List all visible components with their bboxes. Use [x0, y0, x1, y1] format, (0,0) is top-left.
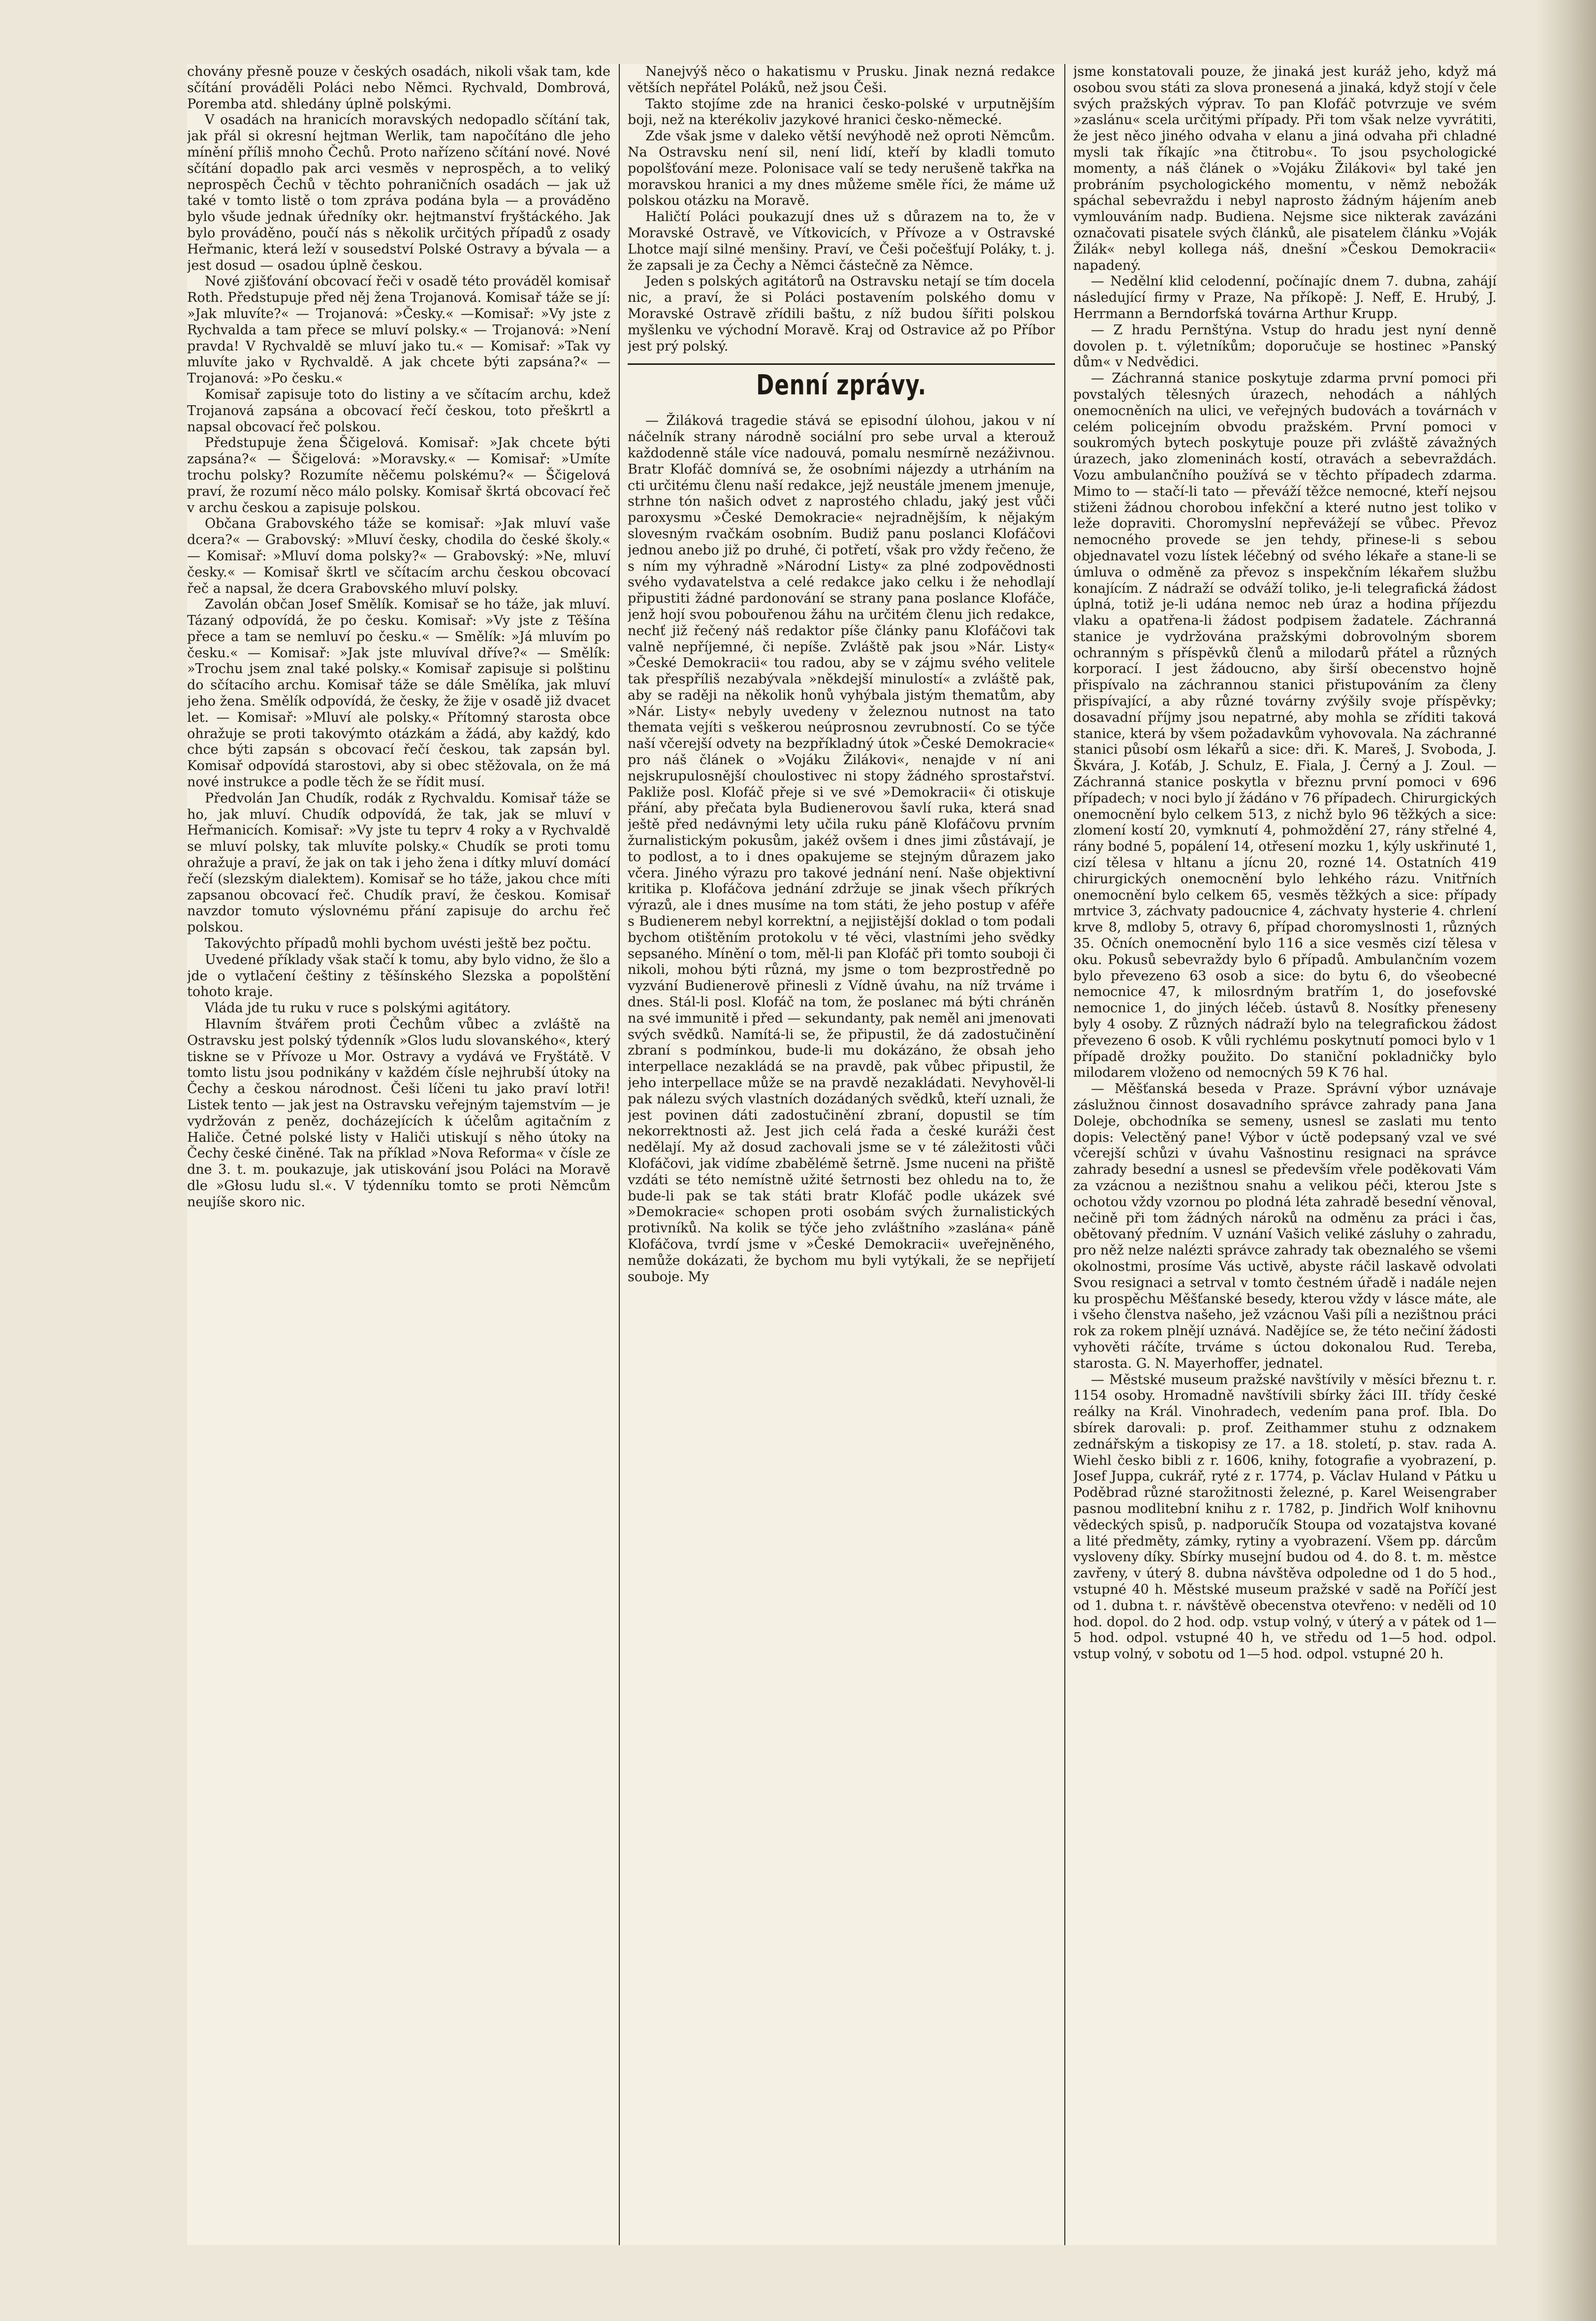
paragraph: Občana Grabovského táže se komisař: »Jak mluví vaše dcera?« — Grabovský: »Mluví česky, chodila do české školy.« — Komisař: »Mluví doma polsky?« — Grabovský: »Ne, mluví česky.« — Komisař škrtl ve sčítacím archu českou obcovací řeč a napsal, že dcera Grabovského mluví polsky.	[187, 516, 610, 596]
paragraph: Komisař zapisuje toto do listiny a ve sčítacím archu, kdež Trojanová zapsána a obcovací řečí českou, toto přeškrtl a napsal obcovací řeč polskou.	[187, 387, 610, 435]
paragraph: Předvolán Jan Chudík, rodák z Rychvaldu. Komisař táže se ho, jak mluví. Chudík odpovídá, že tak, jak se mluví v Heřmanicích. Komisař: »Vy jste tu teprv 4 roky a v Rychvaldě se mluví polsky, tak mluvíte polsky.« Chudík se proti tomu ohražuje a praví, že jak on tak i jeho žena i dítky mluví domácí řečí (slezským dialektem). Komisař se ho táže, jakou chce míti zapsanou obcovací řeč. Chudík praví, že českou. Komisař navzdor tomuto výslovnému přání zapisuje do archu řeč polskou.	[187, 790, 610, 935]
column-1	[187, 64, 610, 2245]
page-binding-edge	[1537, 0, 1596, 2321]
paragraph: Předstupuje žena Ščigelová. Komisař: »Jak chcete býti zapsána?« — Ščigelová: »Moravsky.« — Komisař: »Umíte trochu polsky? Rozumíte něčemu polskému?« — Ščigelová praví, že rozumí něco málo polsky. Komisař škrtá obcovací řeč v archu českou a zapisuje polskou.	[187, 435, 610, 516]
paragraph: — Měšťanská beseda v Praze. Správní výbor uznávaje záslužnou činnost dosavadního správce zahrady pana Jana Doleje, obchodníka se semeny, usnesl se zaslati mu tento dopis: Velectěný pane! Výbor v úctě podepsaný vzal ve své včerejší schůzi v úvahu Vašnostinu resignaci na správce zahrady besední a usnesl se především vřele poděkovati Vám za vzácnou a nezištnou snahu a velikou péči, kterou Jste s ochotou vždy vzornou po plodná léta zahradě besední věnoval, nečině při tom žádných nároků na odměnu za práci i čas, obětovaný předním. V uznání Vašich veliké zásluhy o zahradu, pro něž nelze nalézti správce zahrady tak obeznalého se všemi okolnostmi, prosíme Vás uctivě, abyste ráčil laskavě odvolati Svou resignaci a setrval v tomto čestném úřadě i nadále nejen ku prospěchu Měšťanské besedy, kterou vždy v lásce máte, ale i všeho členstva našeho, jež vzácnou Vaši píli a nezištnou práci rok za rokem plnějí uznává. Nadějíce se, že této nečiní žádosti vyhověti ráčíte, trváme s úctou dokonalou Rud. Tereba, starosta. G. N. Mayerhoffer, jednatel.	[1073, 1081, 1497, 1371]
paragraph: — Nedělní klid celodenní, počínajíc dnem 7. dubna, zahájí následující firmy v Praze, Na příkopě: J. Neff, E. Hrubý, J. Herrmann a Berndorfská továrna Arthur Krupp.	[1073, 274, 1497, 322]
paragraph: Takto stojíme zde na hranici česko-polské v urputnějším boji, než na kterékoliv jazykové hranici česko-německé.	[628, 96, 1055, 128]
paragraph: — Městské museum pražské navštívily v měsíci březnu t. r. 1154 osoby. Hromadně navštívili sbírky žáci III. třídy české reálky na Král. Vinohradech, vedením pana prof. Ibla. Do sbírek darovali: p. prof. Zeithammer stuhu z odznakem zednářským a tiskopisy ze 17. a 18. století, p. stav. rada A. Wiehl česko bibli z r. 1606, knihy, fotografie a vyobrazení, p. Josef Juppa, cukrář, ryté z r. 1774, p. Václav Huland v Pátku u Poděbrad různé starožitnosti železné, p. Karel Weisengraber pasnou modlitební knihu z r. 1782, p. Jindřich Wolf knihovnu vědeckých spisů, p. nadporučík Stoupa od vozatajstva kované a lité předměty, zámky, rytiny a vyobrazení. Všem pp. dárcům vysloveny díky. Sbírky musejní budou od 4. do 8. t. m. městce zavřeny, v úterý 8. dubna návštěva odpoledne od 1 do 5 hod., vstupné 40 h. Městské museum pražské v sadě na Poříčí jest od 1. dubna t. r. návštěvě obecenstva otevřeno: v neděli od 10 hod. dopol. do 2 hod. odp. vstup volný, v úterý a v pátek od 1—5 hod. odpol. vstupné 40 h, ve středu od 1—5 hod. odpol. vstup volný, v sobotu od 1—5 hod. odpol. vstupné 20 h.	[1073, 1372, 1497, 1662]
column-divider	[619, 64, 620, 2245]
column-divider	[1064, 64, 1065, 2245]
paragraph: Hlavním štvářem proti Čechům vůbec a zvláště na Ostravsku jest polský týdenník »Glos ludu slovanského«, který tiskne se v Přívoze u Mor. Ostravy a vydává ve Fryštátě. V tomto listu jsou podnikány v každém čísle nejhrubší útoky na Čechy a českou národnost. Češi líčeni tu jako praví lotři! Listek tento — jak jest na Ostravsku veřejným tajemstvím — je vydržován z peněz, docházejících k účelům agitačním z Haliče. Četné polské listy v Haliči utiskují s něho útoky na Čechy české činěné. Tak na příklad »Nova Reforma« v čísle ze dne 3. t. m. poukazuje, jak utiskování jsou Poláci na Moravě dle »Głosu ludu sl.«. V týdenníku tomto se proti Němcům neujíše skoro nic.	[187, 1017, 610, 1210]
paragraph: Haličtí Poláci poukazují dnes už s důrazem na to, že v Moravské Ostravě, ve Vítkovicích, v Přívoze a v Ostravské Lhotce mají silné menšiny. Praví, ve Češi počešťují Poláky, t. j. že zapsali je za Čechy a Němci částečně za Němce.	[628, 209, 1055, 273]
paragraph: Takovýchto případů mohli bychom uvésti ještě bez počtu.	[205, 936, 592, 952]
paragraph: jsme konstatovali pouze, že jinaká jest kuráž jeho, když má osobou svou státi za slova pronesená a jinaká, když stojí v čele svých pražských výprav. To pan Klofáč potvrzuje ve svém »zaslánu« scela určitými případy. Při tom však nelze vyvrátiti, že jest něco jiného odvaha v elanu a jiná odvaha při chladné mysli tak říkajíc »na čtitrobu«. To jsou psychologické momenty, a náš článek o »Vojáku Žilákovi« byl také jen probráním psychologického momentu, v němž nebožák spáchal sebevraždu i nebyl naprosto žádným hájením aneb vymlouváním nadp. Budiena. Nejsme sice nikterak zavázáni označovati pisatele svých článků, ale pisatelem článku »Voják Žilák« nebyl kollega náš, dnešní »Českou Demokracii« napadený.	[1073, 64, 1497, 273]
paragraph: V osadách na hranicích moravských nedopadlo sčítání tak, jak přál si okresní hejtman Werlik, tam napočítáno dle jeho mínění příliš mnoho Čechů. Proto nařízeno sčítání nové. Nové sčítání dopadlo pak arci vesměs v neprospěch, a to veliký neprospěch Čechů v těchto pohraničních osadách — jak už také v tomto listě o tom zpráva podána byla — a prováděno bylo všude jednak úředníky okr. hejtmanství fryštáckého. Jak bylo prováděno, poučí nás s několik určitých případů z osady Heřmanic, která leží v sousedství Polské Ostravy a bývala — a jest dosud — osadou úplně českou.	[187, 112, 610, 273]
paragraph: chovány přesně pouze v českých osadách, nikoli však tam, kde sčítání prováděli Poláci nebo Němci. Rychvald, Dombrová, Poremba atd. shledány úplně polskými.	[187, 64, 610, 112]
paragraph: Zde však jsme v daleko větší nevýhodě než oproti Němcům. Na Ostravsku není sil, není lidí, kteří by kladli tomuto popolšťování meze. Polonisace valí se tedy nerušeně takřka na moravskou hranici a my dnes můžeme směle říci, že máme už polskou otázku na Moravě.	[628, 129, 1055, 209]
section-heading: Denní zprávy.	[756, 369, 926, 402]
paragraph: Nanejvýš něco o hakatismu v Prusku. Jinak nezná redakce větších nepřátel Poláků, než jsou Češi.	[628, 64, 1055, 96]
column-3	[1073, 64, 1497, 2245]
column-2	[628, 64, 1055, 2245]
paragraph: Jeden s polských agitátorů na Ostravsku netají se tím docela nic, a praví, že si Poláci postavením polského domu v Moravské Ostravě zřídili baštu, z níž budou šířiti polskou myšlenku ve východní Moravě. Kraj od Ostravice až po Příbor jest prý polský.	[628, 274, 1055, 354]
paragraph: Nové zjišťování obcovací řeči v osadě této prováděl komisař Roth. Předstupuje před něj žena Trojanová. Komisař táže se jí: »Jak mluvíte?« — Trojanová: »Česky.« —Komisař: »Vy jste z Rychvalda a tam přece se mluví polsky.« — Trojanová: »Není pravda! V Rychvaldě se mluví jako tu.« — Komisař: »Tak vy mluvíte jako v Rychvaldě. A jak chcete býti zapsána?« — Trojanová: »Po česku.«	[187, 274, 610, 387]
paragraph: Vláda jde tu ruku v ruce s polskými agitátory.	[205, 1000, 511, 1016]
paragraph: Uvedené příklady však stačí k tomu, aby bylo vidno, že šlo a jde o vytlačení češtiny z těšínského Slezska a popolštění tohoto kraje.	[187, 952, 610, 1000]
section-heading-block	[628, 363, 1055, 406]
newspaper-page	[187, 64, 1497, 2245]
paragraph: — Z hradu Pernštýna. Vstup do hradu jest nyní denně dovolen p. t. výletníkům; doporučuje se hostinec »Panský dům« v Nedvědici.	[1073, 322, 1497, 370]
paragraph: — Žiláková tragedie stává se episodní úlohou, jakou v ní náčelník strany národně sociální pro sebe urval a kterouž každodenně stále více nadouvá, pomalu nesmírně nezáživnou. Bratr Klofáč domnívá se, že osobními nájezdy a utrháním na cti určitému členu naší redakce, jejž neustále jmenem jmenuje, strhne tón našich odvet z naprostého chladu, jaký jest vůči paroxysmu »České Demokracie« nejradnějším, k nějakým slovesným rvačkám osobním. Budiž panu poslanci Klofáčovi jednou anebo již po druhé, či potřetí, však pro vždy řečeno, že s ním my výhradně »Národní Listy« za plné zodpovědnosti svého vydavatelstva a celé redakce jako celku i že nehodlají připustiti žádné pardonování se strany pana poslance Klofáče, jenž hojí svou pobouřenou žáhu na určitém členu jich redakce, nechť již řečený náš redaktor píše články panu Klofáčovi tak valně nepříjemné, či nepíše. Zvláště pak jsou »Nár. Listy« »České Demokracii« tou radou, aby se v zájmu svého velitele tak přespříliš nezabývala »někdejší minulostí« a zvláště pak, aby se raději na několik honů vyhýbala jistým thematům, aby »Nár. Listy« nebyly uvedeny v železnou nutnost na tato themata vejíti s veškerou neúprosnou zevrubností. Co se týče naší včerejší odvety na bezpříkladný útok »České Demokracie« pro náš článek o »Vojáku Žilákovi«, nenajde v ní ani nejskrupulosnější choulostivec ni stopy žádného sprostařství. Pakliže posl. Klofáč přeje si ve své »Demokracii« či otiskuje přání, aby přečata byla Budienerovou šavlí ruka, která snad ještě před nedávnými lety učila ruku páně Klofáčovu prvním žurnalistickým pokusům, jakéž ovšem i dnes jimi zůstávají, je to podlost, a to i dnes opakujeme se stejným důrazem jako včera. Jiného výrazu pro takové jednání není. Naše objektivní kritika p. Klofáčova jednání zdržuje se jinak všech příkrých výrazů, ale i dnes musíme na tom státi, že jeho postup v aféře s Budienerem nebyl korrektní, a nejjistější doklad o tom podali bychom otištěním protokolu v té věci, vlastními jeho svědky sepsaného. Mínění o tom, měl-li pan Klofáč při tomto souboji či nikoli, mohou býti různá, my jsme o tom bezprostředně po vyzvání Budienerově přinesli z Vídně úvahu, na níž trváme i dnes. Stál-li posl. Klofáč na tom, že poslanec má býti chráněn na své immunitě i před — sekundanty, pak neměl ani jmenovati svých svědků. Namítá-li se, že připustil, že dá zadostučinění zbraní s podmínkou, bude-li mu dokázáno, že obsah jeho interpellace nezakládá se na pravdě, pak vůbec připustil, že jeho interpellace může se na pravdě nezakládati. Nevyhověl-li pak nálezu svých vlastních dozádaných svědků, kteří uznali, že jest povinen dáti zadostučinění zbraní, dopustil se tím nekorrektnosti až. Jest jich celá řada a české kuráži čest nedělají. My až dosud zachovali jsme se v té záležitosti vůči Klofáčovi, jak vidíme zbabělémě šetrně. Jsme nuceni na přiště vzdáti se této nemístně užité šetrnosti bez ohledu na to, že bude-li pak se tak státi bratr Klofáč podle ukázek své »Demokracie« schopen proti osobám svých žurnalistických protivníků. Na kolik se týče jeho zvláštního »zaslána« páně Klofáčova, tvrdí jsme v »České Demokracii« uveřejněného, nemůže dokázati, že bychom mu byli vytýkali, že se nepřijetí souboje. My	[628, 413, 1055, 1285]
paragraph: — Záchranná stanice poskytuje zdarma první pomoci při povstalých tělesných úrazech, nehodách a náhlých onemocněních na ulici, ve veřejných budovách a továrnách v celém policejním obvodu pražském. První pomoci v soukromých bytech poskytuje pouze při zvláště závažných úrazech, jako zlomeninách kostí, otravách a sebevraždách. Vozu ambulančního používá se v těchto případech zdarma. Mimo to — stačí-li tato — převáží těžce nemocné, kteří nejsou stiženi žádnou chorobou infekční a které nutno jest toliko v leže dopraviti. Choromyslní nepřevážejí se vůbec. Převoz nemocného provede se jen tehdy, přinese-li s sebou objednavatel vozu lístek léčebný od svého lékaře a stane-li se úmluva o odměně za převoz s inspekčním lékařem službu konajícím. Z nádraží se odváží toliko, je-li telegrafická žádost úplná, totiž je-li udána nemoc neb úraz a hodina příjezdu vlaku a opatřena-li žádost podpisem žadatele. Záchranná stanice je vydržována pražskými dobrovolným sborem ochranným s příspěvků členů a milodarů přátel a různých korporací. I jest žádoucno, aby širší obecenstvo hojně přispívalo na záchrannou stanici přistupováním za členy přispívající, a aby různé továrny zvýšily svoje příspěvky; dosavadní příjmy jsou nepatrné, aby mohla se zříditi taková stanice, která by všem požadavkům vyhovovala. Na záchranné stanici působí osm lékařů a sice: dři. K. Mareš, J. Svoboda, J. Škvára, J. Koťáb, J. Schulz, E. Fiala, J. Černý a J. Zoul. — Záchranná stanice poskytla v březnu první pomoci v 696 případech; v noci bylo jí žádáno v 76 případech. Chirurgických onemocnění bylo celkem 513, z nichž bylo 96 těžkých a sice: zlomení kostí 20, vymknutí 4, pohmoždění 27, rány střelné 4, rány bodné 5, popálení 14, otřesení mozku 1, kýly uskřinuté 1, cizí tělesa v hltanu a jícnu 20, rozné 14. Ostatních 419 chirurgických onemocnění bylo lehkého rázu. Vnitřních onemocnění bylo celkem 65, vesměs těžkých a sice: případy mrtvice 3, záchvaty padoucnice 4, záchvaty hysterie 4. chrlení krve 8, mdloby 5, otravy 6, případ choromyslnosti 1, různých 35. Očních onemocnění bylo 116 a sice vesměs cizí tělesa v oku. Pokusů sebevraždy bylo 6 případů. Ambulančním vozem bylo převezeno 63 osob a sice: do bytu 6, do všeobecné nemocnice 47, k milosrdným bratřím 1, do josefovské nemocnice 1, do jiných léčeb. ústavů 8. Nosítky přeneseny byly 4 osoby. Z různých nádraží bylo na telegrafickou žádost převezeno 6 osob. K vůli rychlému poskytnutí pomoci bylo v 1 případě drožky použito. Do staniční pokladničky bylo milodarem vloženo od nemocných 59 K 76 hal.	[1073, 371, 1497, 1081]
paragraph: Zavolán občan Josef Smělík. Komisař se ho táže, jak mluví. Tázaný odpovídá, že po česku. Komisař: »Vy jste z Těšína přece a tam se nemluví po česku.« — Smělík: »Já mluvím po česku.« — Komisař: »Jak jste mluvíval dříve?« — Smělík: »Trochu jsem znal také polsky.« Komisař zapisuje si polštinu do sčítacího archu. Komisař táže se dále Smělíka, jak mluví jeho žena. Smělík odpovídá, že česky, že žije v osadě již dvacet let. — Komisař: »Mluví ale polsky.« Přítomný starosta obce ohražuje se proti takovýmto otázkám a žádá, aby každý, kdo chce býti zapsán s obcovací řečí českou, tak zapsán byl. Komisař odpovídá starostovi, aby si obec stěžovala, on že má nové instrukce a podle těch že se řídit musí.	[187, 597, 610, 790]
